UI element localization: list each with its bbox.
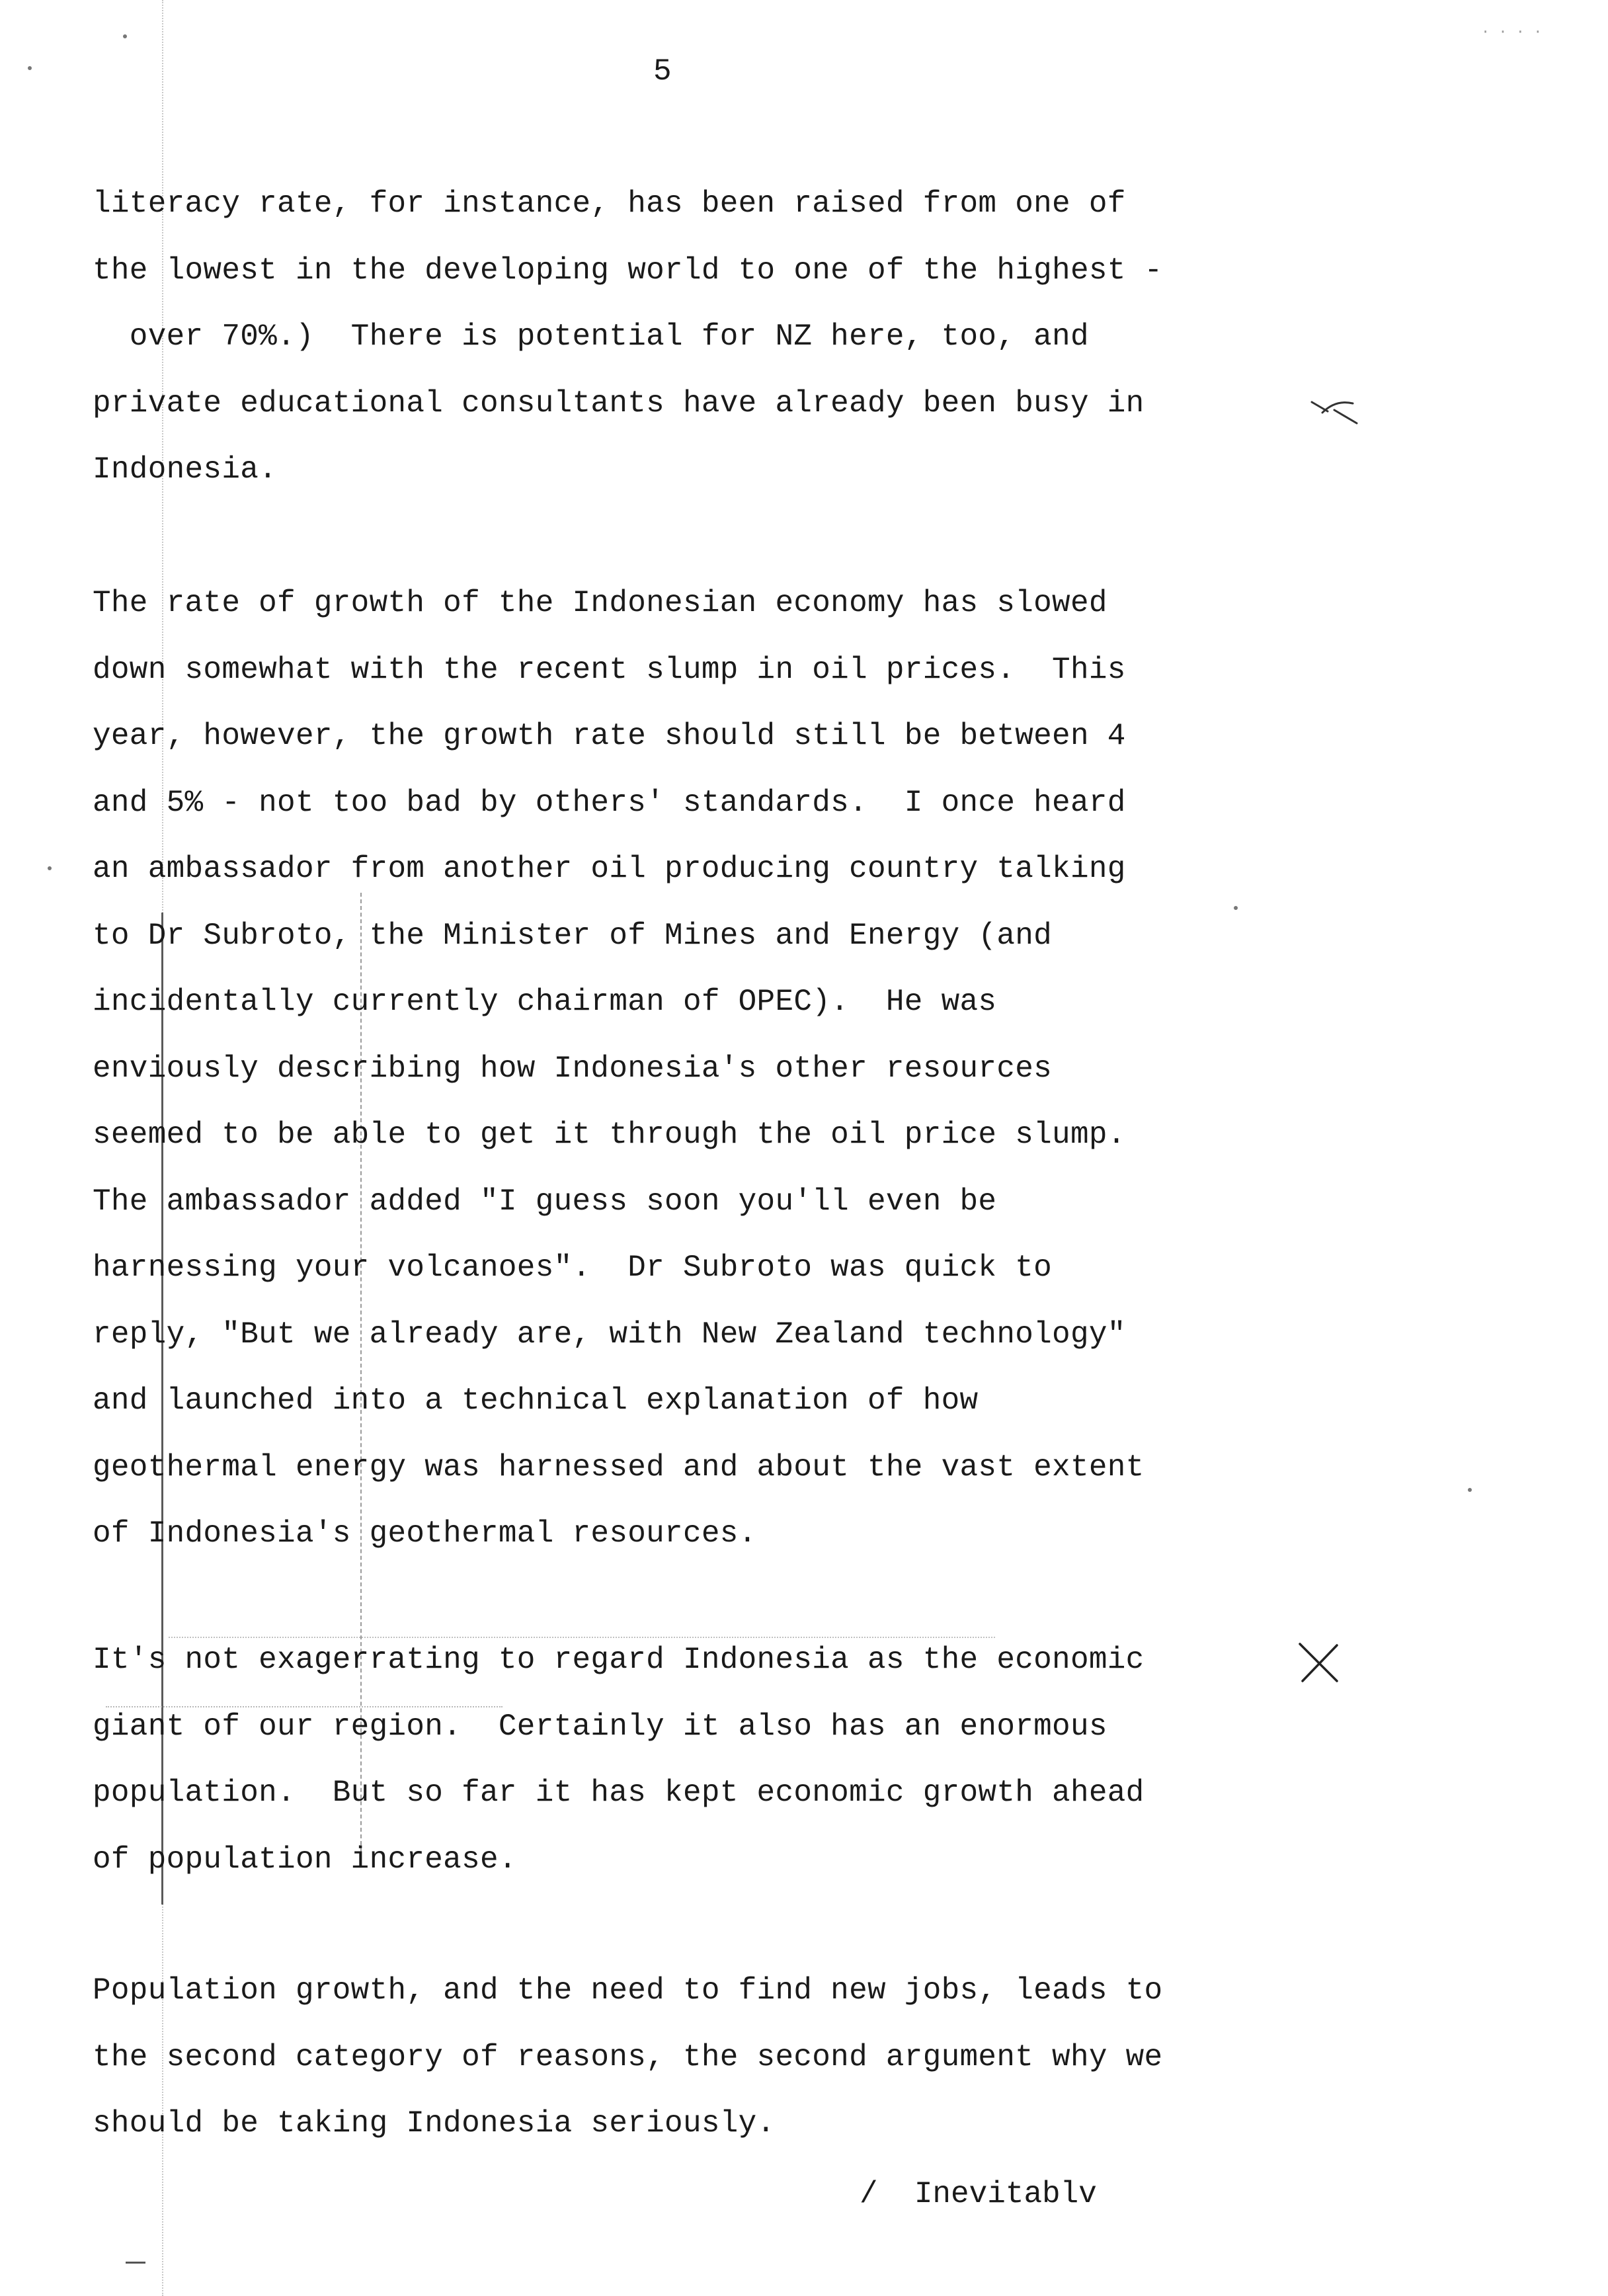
text-line: literacy rate, for instance, has been raised from one of [93,186,1126,221]
text-line: over 70%.) There is potential for NZ here, too, and [93,319,1089,354]
text-line: enviously describing how Indonesia's other resources [93,1051,1053,1086]
text-line: private educational consultants have already been busy in [93,386,1145,421]
text-line: giant of our region. Certainly it also has an enormous [93,1709,1107,1744]
text-line: down somewhat with the recent slump in oil prices. This [93,652,1126,687]
scan-speck [123,34,127,38]
paragraph-3 [93,1627,1415,1893]
scan-speck [1468,1488,1472,1492]
text-line: should be taking Indonesia seriously. [93,2106,776,2141]
text-line: The rate of growth of the Indonesian economy has slowed [93,586,1107,620]
text-line: incidentally currently chairman of OPEC). He was [93,985,997,1019]
text-line: of population increase. [93,1842,517,1877]
paragraph-1 [93,171,1415,503]
text-line: of Indonesia's geothermal resources. [93,1516,757,1551]
text-line: Indonesia. [93,452,278,487]
text-line: and launched into a technical explanation of how [93,1383,979,1418]
paragraph-2 [93,570,1415,1567]
scan-speck [28,66,32,70]
text-line: year, however, the growth rate should still be between 4 [93,719,1126,753]
scan-speck [126,2262,145,2264]
text-line: The ambassador added "I guess soon you'll even be [93,1184,997,1219]
text-line: population. But so far it has kept economic growth ahead [93,1776,1145,1810]
text-line: Population growth, and the need to find new jobs, leads to [93,1973,1163,2008]
text-line: to Dr Subroto, the Minister of Mines and Energy (and [93,918,1053,953]
text-line: harnessing your volcanoes". Dr Subroto was quick to [93,1250,1053,1285]
scan-speck: · · · · [1481,24,1543,40]
text-line: and 5% - not too bad by others' standards. I once heard [93,785,1126,820]
text-line: the second category of reasons, the second argument why we [93,2039,1163,2074]
text-line: geothermal energy was harnessed and about the vast extent [93,1450,1145,1485]
catchword: / Inevitablv [860,2177,1097,2211]
text-line: seemed to be able to get it through the oil price slump. [93,1118,1126,1152]
text-line: the lowest in the developing world to one of the highest - [93,253,1163,288]
text-line: It's not exagerrating to regard Indonesia as the economic [93,1643,1145,1677]
scan-speck [48,866,52,870]
text-line: an ambassador from another oil producing country talking [93,852,1126,886]
paragraph-4 [93,1957,1415,2157]
text-line: reply, "But we already are, with New Zealand technology" [93,1317,1126,1352]
page-number: 5 [653,54,672,89]
